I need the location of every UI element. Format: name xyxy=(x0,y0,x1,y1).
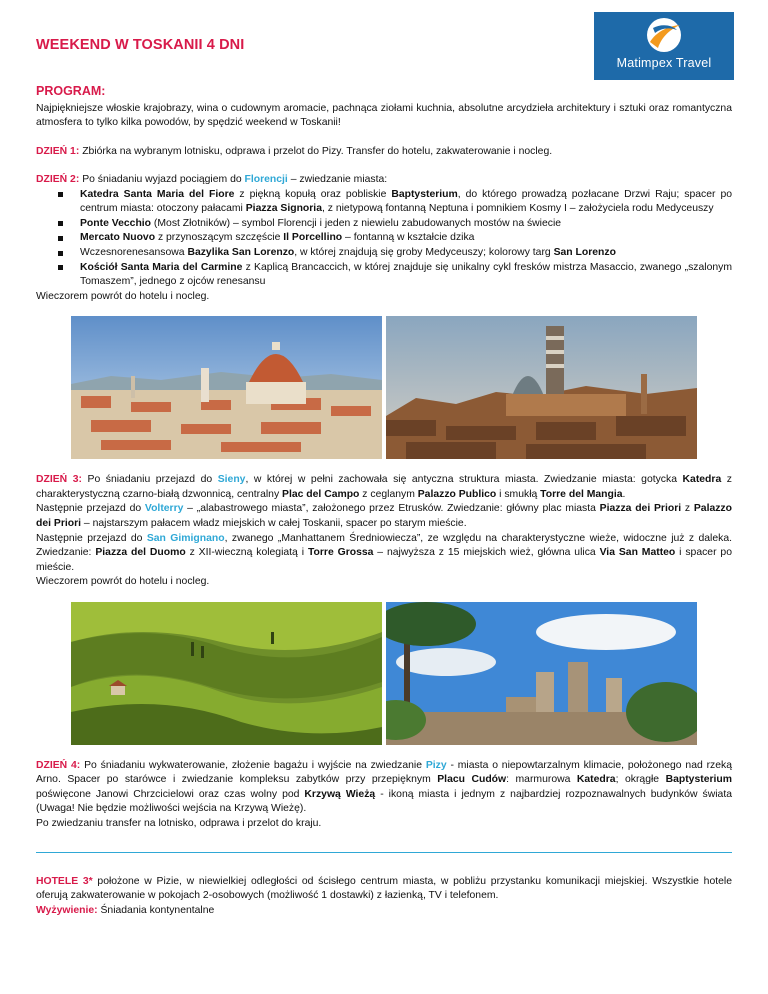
text: – fontanną w kształcie dzika xyxy=(342,232,475,244)
document-body xyxy=(36,83,732,918)
bold: Katedra xyxy=(682,474,722,486)
photo-florence xyxy=(71,316,382,459)
bold: Palazzo Publico xyxy=(417,488,497,500)
text: , zwanego „Manhattanem Średniowiecza”, ze względu na charakterystyczne wieże, widoczne już z daleka. Zwiedzanie: xyxy=(36,532,732,559)
day3-end: Wieczorem powrót do hotelu i nocleg. xyxy=(36,576,210,588)
photos-row-2 xyxy=(36,602,732,745)
text: - ikoną miasta i jednym z najbardziej rozpoznawalnych budynków świata (Uwaga! Nie będzie możliwości wejścia na Krzywą Wieżę). xyxy=(36,788,733,815)
day4-p1 xyxy=(36,759,732,817)
document-title: WEEKEND W TOSKANII 4 DNI xyxy=(36,37,245,53)
list-item xyxy=(80,217,732,232)
text: Śniadania kontynentalne xyxy=(97,904,215,916)
text: – „alabastrowego miasta”, założonego przez Etrusków. Zwiedzanie: główny plac miasta xyxy=(183,503,600,515)
photo-san-gimignano xyxy=(386,602,697,745)
day1-paragraph xyxy=(36,145,732,160)
text: z przynoszącym szczęście xyxy=(155,232,284,244)
text: poświęcone Janowi Chrzcicielowi oraz czas wolny pod xyxy=(36,788,305,800)
day2-list xyxy=(36,188,732,290)
day4-label: DZIEŃ 4: xyxy=(36,759,81,771)
logo-emblem-icon xyxy=(644,16,684,54)
text: i smukłą xyxy=(496,488,541,500)
day3-p2 xyxy=(36,502,732,531)
day3-label: DZIEŃ 3: xyxy=(36,474,82,486)
food-line xyxy=(36,904,732,919)
day2-intro xyxy=(36,173,732,188)
text: – zwiedzanie miasta: xyxy=(287,174,388,186)
text: i spacer po mieście. xyxy=(36,547,732,573)
text: Następnie przejazd do xyxy=(36,503,145,515)
bold: Torre Grossa xyxy=(307,547,374,559)
bold: Palazzo dei Priori xyxy=(36,503,732,529)
list-item xyxy=(80,231,732,246)
bold: Mercato Nuovo xyxy=(80,232,156,244)
bold: Plac del Campo xyxy=(282,488,360,500)
day2-end: Wieczorem powrót do hotelu i nocleg. xyxy=(36,290,210,302)
text: z piękną kopułą oraz pobliskie xyxy=(234,188,392,200)
text: – najstarszym pałacem władz miejskich w całej Toskanii, spacer po starym mieście. xyxy=(81,517,467,529)
day1-text: Zbiórka na wybranym lotnisku, odprawa i przelot do Pizy. Transfer do hotelu, zakwaterowanie i nocleg. xyxy=(79,145,553,157)
city-san-gimignano: San Gimignano xyxy=(146,532,225,544)
text: Po śniadaniu wykwaterowanie, złożenie bagażu i wyjście na zwiedzanie xyxy=(80,759,426,771)
bold: Ponte Vecchio xyxy=(80,217,152,229)
text: , do którego prowadzą pozłacane Drzwi Raju; spacer po centrum miasta: otoczony pałacami xyxy=(80,188,733,215)
text: z ceglanym xyxy=(359,488,418,500)
text: położone w Pizie, w niewielkiej odległości od ścisłego centrum miasta, w pobliżu przystanku komunikacji miejskiej. Wszystkie hotele oferują zakwaterowanie w pokojach 2-osobowych (możliwość 1 dostawki) z łazienką, TV i telefonem. xyxy=(36,875,732,902)
bold: Kościół Santa Maria del Carmine xyxy=(80,261,243,273)
city-piza: Pizy xyxy=(425,759,447,771)
bold: Placu Cudów xyxy=(437,774,507,786)
text: Następnie przejazd do xyxy=(36,532,147,544)
text: z XII-wieczną kolegiatą i xyxy=(185,547,308,559)
day3-section xyxy=(36,473,732,590)
photos-row-1 xyxy=(36,316,732,459)
text: ; okrągłe xyxy=(615,774,666,786)
text: (Most Złotników) – symbol Florencji i jeden z niewielu zabudowanych mostów na świecie xyxy=(151,217,562,229)
list-item xyxy=(80,261,732,290)
bold: Piazza Signoria xyxy=(245,203,322,215)
text: Po śniadaniu wyjazd pociągiem do xyxy=(79,174,245,186)
text: z Kaplicą Brancaccich, w której znajduje się unikalny cykl fresków mistrza Masaccio, zwanego „szalonym Tomaszem”, jednego z ojców renesansu xyxy=(80,261,732,288)
hotels-section xyxy=(36,875,732,919)
text: . xyxy=(622,488,626,500)
food-label: Wyżywienie: xyxy=(36,904,98,916)
text: , w której znajdują się groby Medyceuszy; kolorowy targ xyxy=(294,247,554,258)
day3-p1 xyxy=(36,473,732,502)
text: , z nietypową fontanną Neptuna i pomnikiem Kosmy I – założyciela rodu Medyceuszy xyxy=(321,203,714,215)
bold: San Lorenzo xyxy=(553,247,616,258)
list-item xyxy=(80,188,732,217)
bold: Bazylika San Lorenzo xyxy=(187,247,295,258)
bold: Piazza dei Priori xyxy=(599,503,682,515)
day2-label: DZIEŃ 2: xyxy=(36,174,80,186)
bold: Via San Matteo xyxy=(599,547,676,559)
logo-text: Matimpex Travel xyxy=(616,56,712,70)
text: Wczesnorenesansowa xyxy=(80,247,188,258)
hotels-paragraph xyxy=(36,875,732,904)
bold: Katedra xyxy=(576,774,616,786)
text: - miasta o niepowtarzalnym klimacie, położonego nad rzeką Arno. Spacer po starówce i zwiedzanie kompleksu zabytków przy przepięknym xyxy=(36,759,732,786)
bold: Krzywą Wieżą xyxy=(304,788,376,800)
text: z charakterystyczną czarno-białą dzwonnicą, centralny xyxy=(36,474,732,500)
company-logo xyxy=(594,12,734,80)
day1-label: DZIEŃ 1: xyxy=(36,145,80,157)
bold: Torre del Mangia xyxy=(540,488,623,500)
photo-tuscan-hills xyxy=(71,602,382,745)
day3-p3 xyxy=(36,532,732,576)
bold: Baptysterium xyxy=(665,774,732,786)
intro-paragraph: Najpiękniejsze włoskie krajobrazy, wina o cudownym aromacie, pachnąca ziołami kuchnia, absolutne arcydzieła architektury i sztuki oraz romantyczna atmosfera to tylko kilka powodów, by spędzić weekend w Toskanii! xyxy=(36,102,732,129)
separator xyxy=(36,852,732,853)
bold: Katedra Santa Maria del Fiore xyxy=(80,188,235,200)
text: : marmurowa xyxy=(506,774,577,786)
day4-end: Po zwiedzaniu transfer na lotnisko, odprawa i przelot do kraju. xyxy=(36,818,322,829)
program-heading: PROGRAM: xyxy=(36,84,106,98)
photo-siena xyxy=(386,316,697,459)
bold: Baptysterium xyxy=(391,188,458,200)
list-item xyxy=(80,246,732,261)
hotels-label: HOTELE 3* xyxy=(36,875,93,887)
day4-section xyxy=(36,759,732,832)
text: – najwyższa z 15 miejskich wież, główna ulica xyxy=(373,547,600,559)
day2-section xyxy=(36,173,732,304)
city-siena: Sieny xyxy=(217,474,246,486)
city-volterra: Volterry xyxy=(144,503,184,515)
bold: Piazza del Duomo xyxy=(95,547,186,559)
bold: Il Porcellino xyxy=(283,232,343,244)
text: , w której w pełni zachowała się antyczna struktura miasta. Zwiedzanie miasta: gotycka xyxy=(245,474,683,486)
city-florencja: Florencji xyxy=(244,174,288,186)
text: Po śniadaniu przejazd do xyxy=(81,474,218,486)
text: z xyxy=(681,503,694,515)
